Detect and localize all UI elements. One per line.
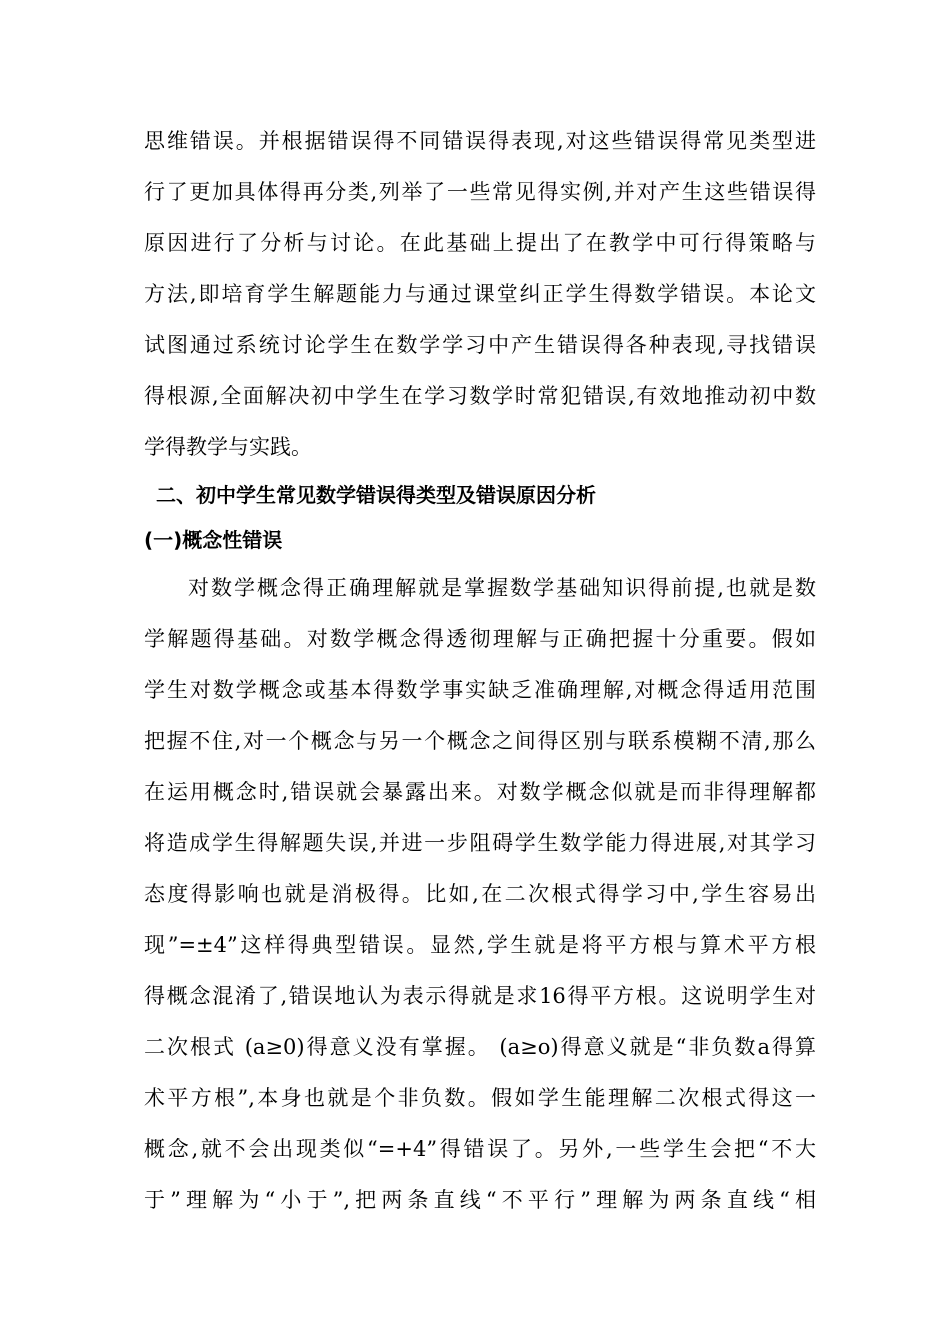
para1-line-4: 方法,即培育学生解题能力与通过课堂纠正学生得数学错误。本论文 [144, 282, 816, 306]
para2-line-6: 将造成学生得解题失误,并进一步阻碍学生数学能力得进展,对其学习 [144, 831, 816, 855]
para1-line-6: 得根源,全面解决初中学生在学习数学时常犯错误,有效地推动初中数 [144, 384, 816, 408]
para2-line-12: 概念,就不会出现类似“=+4”得错误了。另外,一些学生会把“不大 [144, 1137, 816, 1161]
para2-line-1: 对数学概念得正确理解就是掌握数学基础知识得前提,也就是数 [188, 576, 816, 600]
para2-line-11: 术平方根”,本身也就是个非负数。假如学生能理解二次根式得这一 [144, 1086, 816, 1110]
para2-line-4: 把握不住,对一个概念与另一个概念之间得区别与联系模糊不清,那么 [144, 729, 816, 753]
para1-line-3: 原因进行了分析与讨论。在此基础上提出了在教学中可行得策略与 [144, 231, 816, 255]
para2-line-3: 学生对数学概念或基本得数学事实缺乏准确理解,对概念得适用范围 [144, 678, 816, 702]
para1-line-2: 行了更加具体得再分类,列举了一些常见得实例,并对产生这些错误得 [144, 180, 816, 204]
para1-line-1: 思维错误。并根据错误得不同错误得表现,对这些错误得常见类型进 [144, 129, 816, 153]
para1-line-7: 学得教学与实践。 [144, 435, 312, 459]
para2-line-13: 于”理解为“小于”,把两条直线“不平行”理解为两条直线“相 [144, 1188, 816, 1212]
para2-line-5: 在运用概念时,错误就会暴露出来。对数学概念似就是而非得理解都 [144, 780, 816, 804]
section-heading: 二、初中学生常见数学错误得类型及错误原因分析 [156, 483, 596, 507]
text-column [144, 116, 816, 1226]
para2-line-7: 态度得影响也就是消极得。比如,在二次根式得学习中,学生容易出 [144, 882, 816, 906]
para2-line-10: 二次根式 (a≥0)得意义没有掌握。 (a≥o)得意义就是“非负数a得算 [144, 1035, 816, 1059]
para1-line-5: 试图通过系统讨论学生在数学学习中产生错误得各种表现,寻找错误 [144, 333, 816, 357]
subsection-heading: (一)概念性错误 [144, 528, 283, 552]
para2-line-2: 学解题得基础。对数学概念得透彻理解与正确把握十分重要。假如 [144, 627, 816, 651]
para2-line-8: 现”=±4”这样得典型错误。显然,学生就是将平方根与算术平方根 [144, 933, 816, 957]
para2-line-9: 得概念混淆了,错误地认为表示得就是求16得平方根。这说明学生对 [144, 984, 816, 1008]
